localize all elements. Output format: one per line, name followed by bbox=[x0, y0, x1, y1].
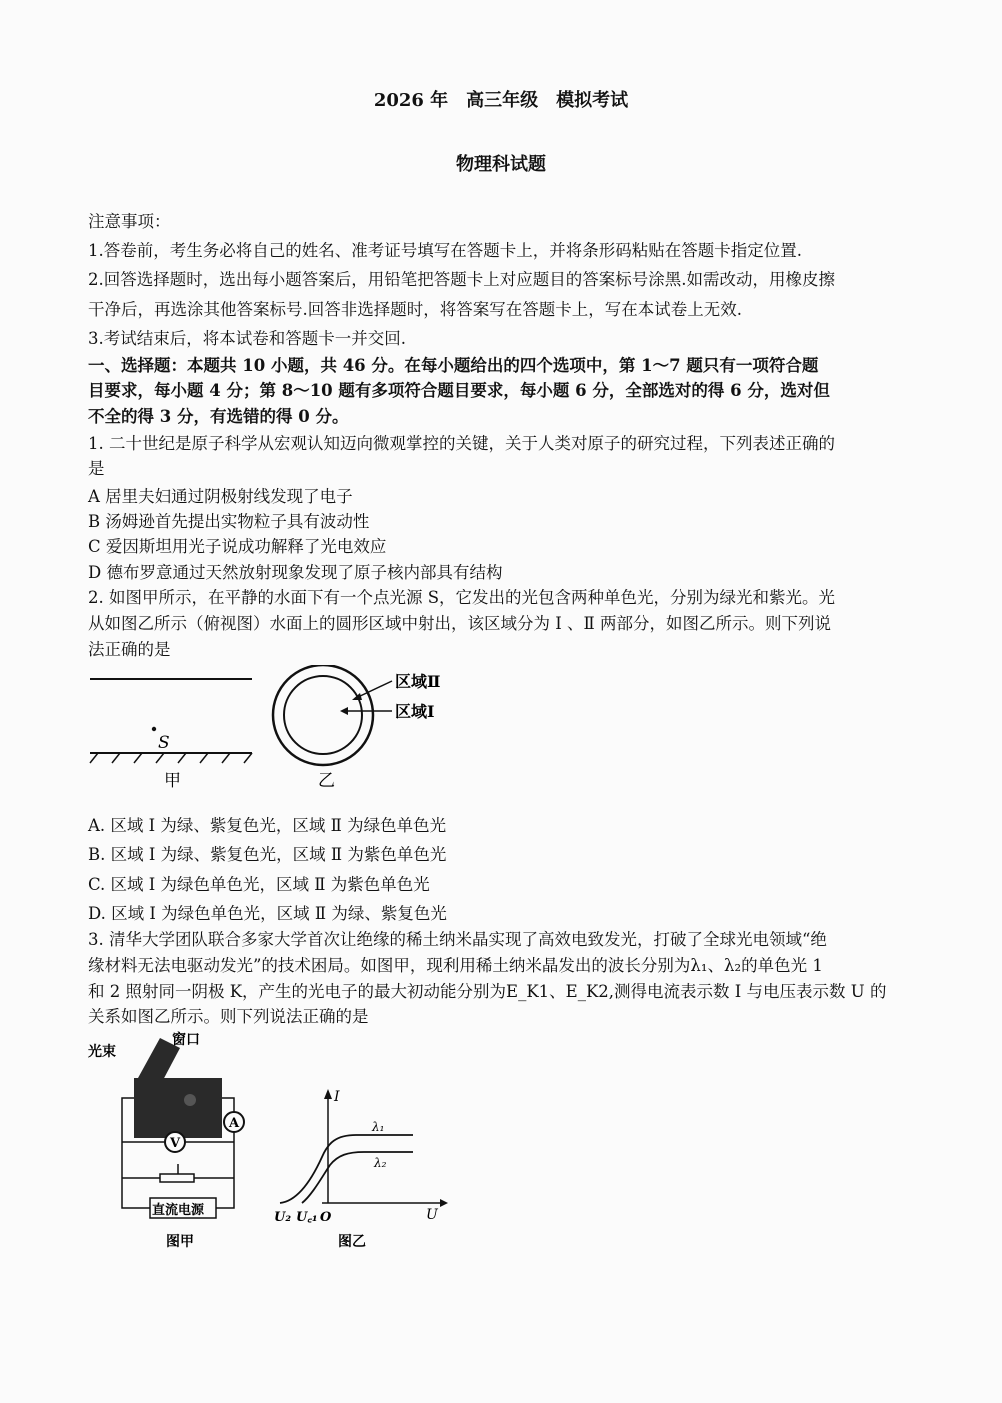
q1-option-d: D 德布罗意通过天然放射现象发现了原子核内部具有结构 bbox=[88, 563, 503, 582]
rheostat bbox=[160, 1174, 194, 1182]
window-label: 窗口 bbox=[172, 1032, 200, 1048]
section-heading: 目要求，每小题 4 分；第 8～10 题有多项符合题目要求，每小题 6 分，全部选对的得 6 分，选对但 bbox=[88, 381, 830, 400]
q1-option-b: B 汤姆逊首先提出实物粒子具有波动性 bbox=[88, 512, 370, 531]
q3-stem: 和 2 照射同一阴极 K，产生的光电子的最大初动能分别为E_K1、E_K2,测得电流表示数 I 与电压表示数 U 的 bbox=[88, 982, 887, 1001]
region1-label: 区域Ⅰ bbox=[395, 702, 435, 721]
caption-jia: 甲 bbox=[164, 771, 181, 791]
q3-stem: 缘材料无法电驱动发光”的技术困局。如图甲，现利用稀土纳米晶发出的波长分别为λ₁、λ₂的单色光 1 bbox=[88, 956, 823, 975]
i-axis-label: I bbox=[334, 1089, 340, 1105]
notice-item: 1.答卷前，考生务必将自己的姓名、准考证号填写在答题卡上，并将条形码粘贴在答题卡指定位置. bbox=[88, 241, 802, 260]
q2-option-b: B. 区域 Ⅰ 为绿、紫复色光，区域 Ⅱ 为紫色单色光 bbox=[88, 845, 447, 864]
notice-item: 3.考试结束后，将本试卷和答题卡一并交回. bbox=[88, 329, 406, 348]
origin-label: O bbox=[320, 1210, 332, 1225]
voltmeter-label: V bbox=[170, 1136, 181, 1151]
exam-title: 2026 年 高三年级 模拟考试 bbox=[373, 90, 629, 111]
u-axis-label: U bbox=[426, 1207, 438, 1223]
source-label: S bbox=[158, 733, 170, 753]
q3-circuit-figure bbox=[80, 1030, 260, 1255]
q2-stem: 2. 如图甲所示，在平静的水面下有一个点光源 S，它发出的光包含两种单色光，分别为绿光和紫光。光 bbox=[88, 588, 836, 607]
q2-option-a: A. 区域 Ⅰ 为绿、紫复色光，区域 Ⅱ 为绿色单色光 bbox=[88, 816, 447, 835]
q3-stem: 关系如图乙所示。则下列说法正确的是 bbox=[88, 1007, 369, 1026]
q1-option-c: C 爱因斯坦用光子说成功解释了光电效应 bbox=[88, 537, 387, 556]
q2-option-c: C. 区域 Ⅰ 为绿色单色光，区域 Ⅱ 为紫色单色光 bbox=[88, 875, 430, 894]
power-label: 直流电源 bbox=[152, 1203, 205, 1218]
q2-figure bbox=[80, 665, 500, 795]
tick-u1: U꜀₁ bbox=[296, 1210, 318, 1225]
point-source bbox=[152, 727, 156, 731]
notice-heading: 注意事项： bbox=[88, 212, 171, 231]
caption-fig-yi: 图乙 bbox=[338, 1234, 366, 1250]
q2-option-d: D. 区域 Ⅰ 为绿色单色光，区域 Ⅱ 为绿、紫复色光 bbox=[88, 904, 447, 923]
curve2-label: λ₂ bbox=[374, 1156, 387, 1170]
section-heading: 一、选择题：本题共 10 小题，共 46 分。在每小题给出的四个选项中，第 1～7 题只有一项符合题 bbox=[88, 356, 819, 375]
notice-item: 2.回答选择题时，选出每小题答案后，用铅笔把答题卡上对应题目的答案标号涂黑.如需改动，用橡皮擦 bbox=[88, 270, 835, 289]
q2-stem: 法正确的是 bbox=[88, 640, 171, 659]
u-axis-arrow bbox=[440, 1199, 448, 1207]
bottom-hatch bbox=[90, 753, 252, 763]
ammeter-label: A bbox=[229, 1116, 240, 1131]
phototube bbox=[134, 1078, 222, 1138]
region-inner-circle bbox=[284, 676, 362, 754]
q2-stem: 从如图乙所示（俯视图）水面上的圆形区域中射出，该区域分为 Ⅰ 、Ⅱ 两部分，如图乙所示。则下列说 bbox=[88, 614, 831, 633]
arrowhead bbox=[340, 707, 348, 715]
q1-stem: 1. 二十世纪是原子科学从宏观认知迈向微观掌控的关键，关于人类对原子的研究过程，下列表述正确的 bbox=[88, 434, 835, 453]
q1-option-a: A 居里夫妇通过阴极射线发现了电子 bbox=[88, 487, 353, 506]
curve-lambda2 bbox=[302, 1152, 413, 1203]
caption-yi: 乙 bbox=[318, 771, 335, 791]
region-outer-circle bbox=[273, 665, 373, 765]
section-heading: 不全的得 3 分，有选错的得 0 分。 bbox=[88, 407, 349, 426]
caption-fig-jia: 图甲 bbox=[166, 1234, 194, 1250]
electrode bbox=[184, 1094, 196, 1106]
curve-lambda1 bbox=[280, 1135, 413, 1203]
subject-title: 物理科试题 bbox=[456, 154, 546, 175]
notice-item: 干净后，再选涂其他答案标号.回答非选择题时，将答案写在答题卡上，写在本试卷上无效. bbox=[88, 300, 742, 319]
i-axis-arrow bbox=[324, 1089, 332, 1099]
q3-stem: 3. 清华大学团队联合多家大学首次让绝缘的稀土纳米晶实现了高效电致发光，打破了全球光电领域“绝 bbox=[88, 930, 827, 949]
q1-stem: 是 bbox=[88, 459, 105, 478]
region2-label: 区域Ⅱ bbox=[395, 672, 441, 691]
curve1-label: λ₁ bbox=[372, 1120, 385, 1134]
tick-u2: U₂ bbox=[274, 1210, 292, 1225]
beam-label: 光束 bbox=[88, 1044, 116, 1060]
q3-iu-graph bbox=[268, 1085, 448, 1255]
